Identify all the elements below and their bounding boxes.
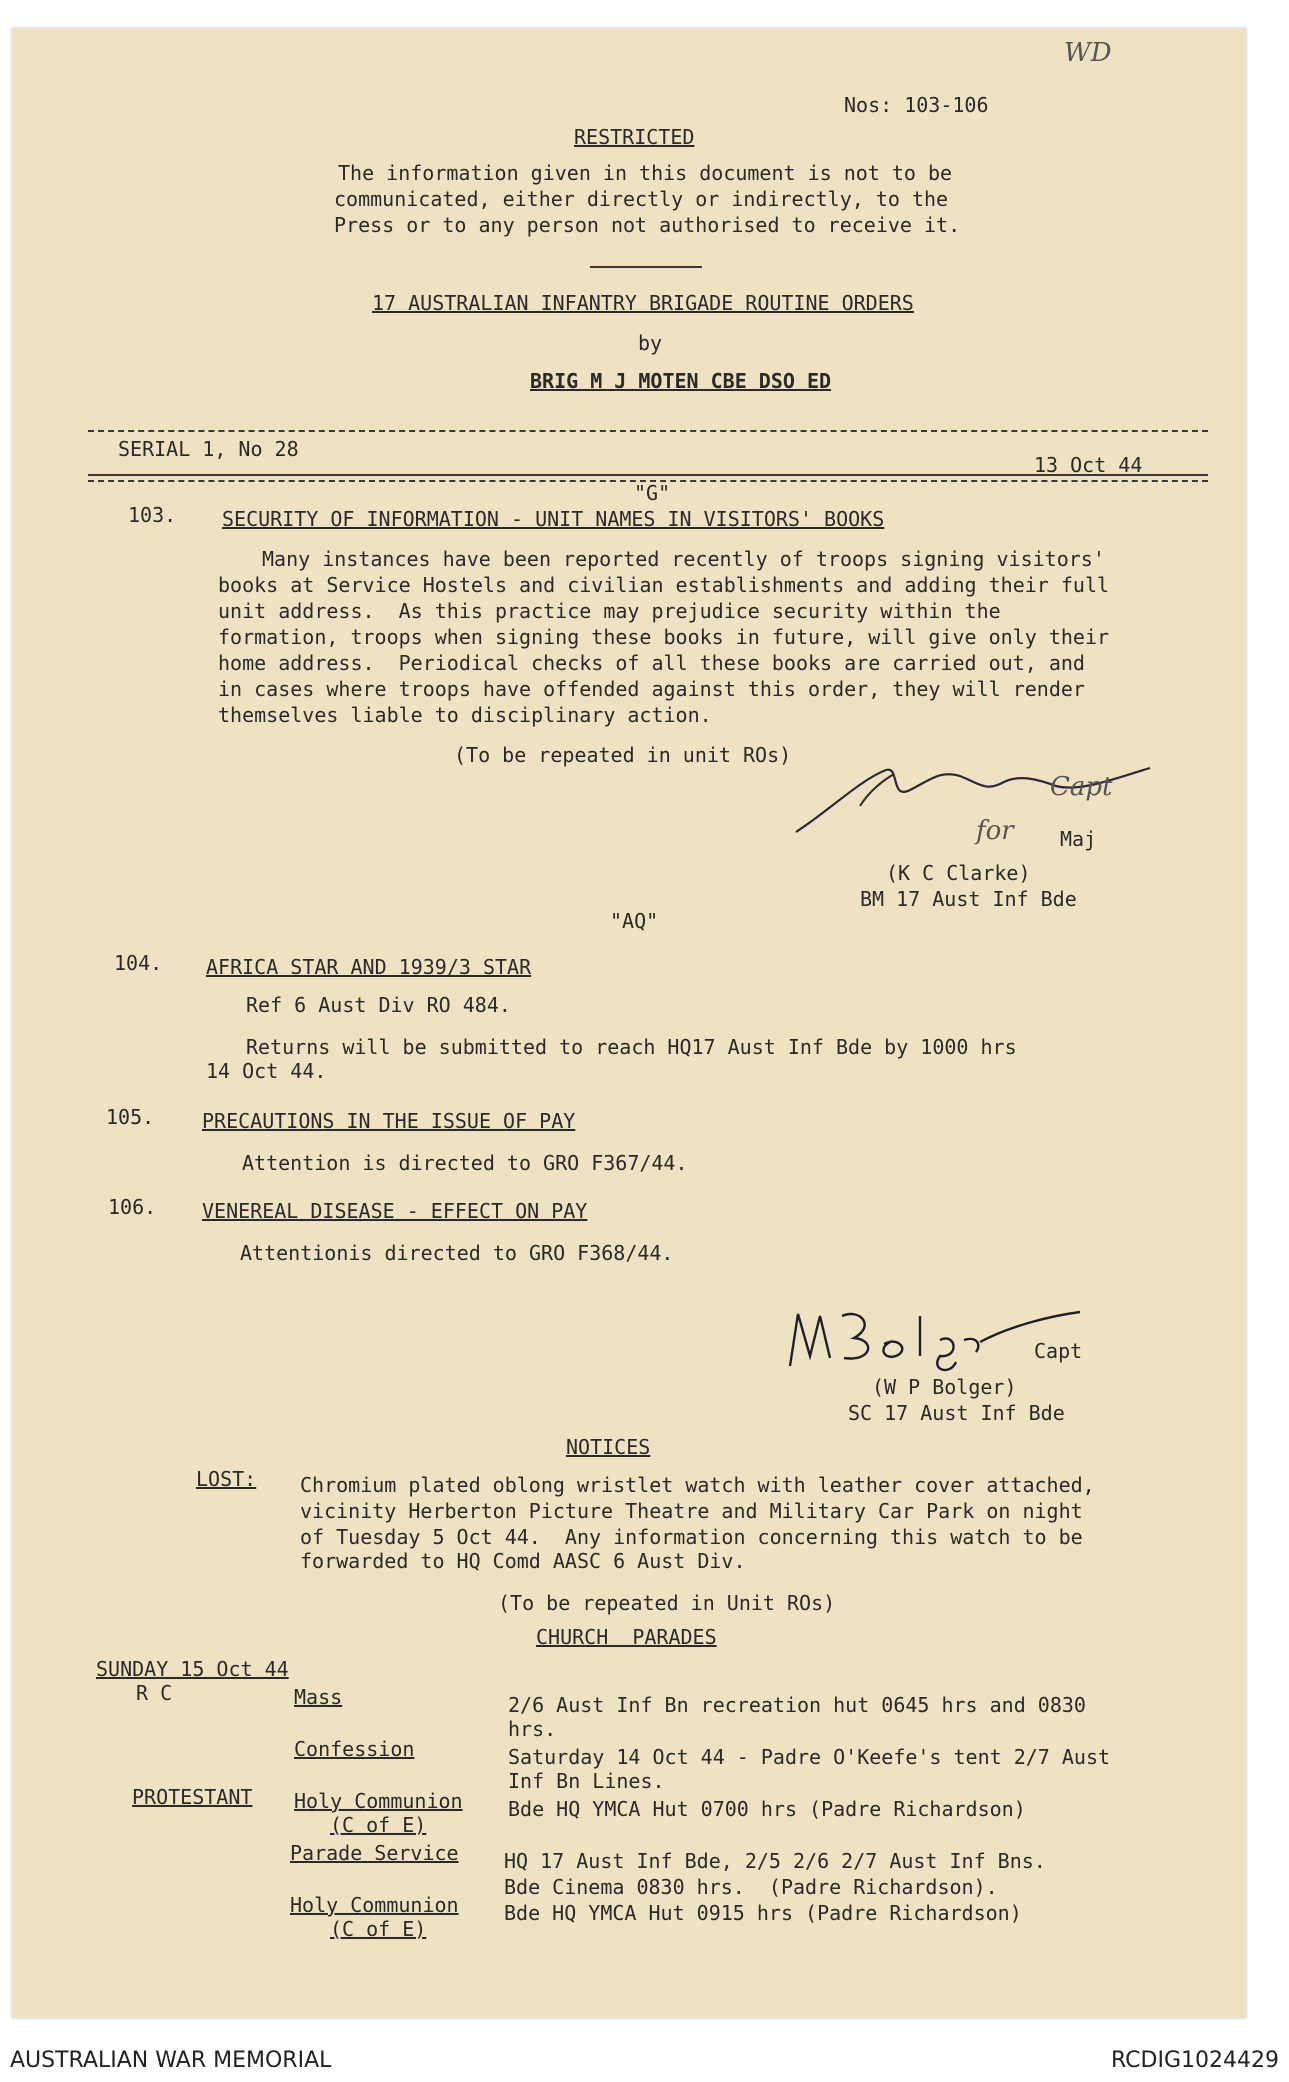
- church-row-5-details-1: Bde HQ YMCA Hut 0915 hrs (Padre Richardson): [504, 1901, 1022, 1925]
- church-row-3-service-sub: (C of E): [330, 1813, 427, 1837]
- signature-2-rank: Capt: [1034, 1339, 1083, 1363]
- church-row-3-service: Holy Communion: [294, 1789, 463, 1813]
- lost-line-1: Chromium plated oblong wristlet watch with leather cover attached,: [300, 1473, 1095, 1497]
- signature-1-name: (K C Clarke): [886, 861, 1031, 885]
- caveat-line-2: communicated, either directly or indirectly, to the: [334, 187, 949, 211]
- footer-id: RCDIG1024429: [1110, 2048, 1279, 2073]
- order-106-title: VENEREAL DISEASE - EFFECT ON PAY: [202, 1199, 588, 1223]
- church-row-2-details-1: Saturday 14 Oct 44 - Padre O'Keefe's tent 2/7 Aust: [508, 1745, 1111, 1769]
- caveat-line-1: The information given in this document is not to be: [338, 161, 953, 185]
- document-by: by: [638, 331, 663, 355]
- lost-label: LOST:: [196, 1467, 257, 1491]
- order-103-line-4: formation, troops when signing these books in future, will give only their: [218, 625, 1110, 649]
- caveat-divider: [590, 266, 702, 268]
- footer-archive: AUSTRALIAN WAR MEMORIAL: [10, 2048, 332, 2073]
- notices-heading: NOTICES: [566, 1435, 651, 1459]
- church-row-2-details-2: Inf Bn Lines.: [508, 1769, 665, 1793]
- serial-rule-bottom: [88, 474, 1208, 476]
- serial-date: 13 Oct 44: [1034, 453, 1143, 477]
- document-sheet: [12, 28, 1246, 2018]
- order-103-number: 103.: [128, 503, 177, 527]
- order-103-line-6: in cases where troops have offended against this order, they will render: [218, 677, 1085, 701]
- order-103-line-2: books at Service Hostels and civilian establishments and adding their full: [218, 573, 1110, 597]
- church-rc: R C: [136, 1681, 173, 1705]
- order-103-line-5: home address. Periodical checks of all these books are carried out, and: [218, 651, 1085, 675]
- church-date: SUNDAY 15 Oct 44: [96, 1657, 289, 1681]
- church-row-2-service: Confession: [294, 1737, 415, 1761]
- church-row-4-service: Parade Service: [290, 1841, 459, 1865]
- order-104-number: 104.: [114, 951, 163, 975]
- order-105-number: 105.: [106, 1105, 155, 1129]
- order-105-body: Attention is directed to GRO F367/44.: [242, 1151, 688, 1175]
- document-numbers: Nos: 103-106: [844, 93, 989, 117]
- church-row-1-details-1: 2/6 Aust Inf Bn recreation hut 0645 hrs and 0830: [508, 1693, 1086, 1717]
- signature-1-rank-typed: Maj: [1060, 827, 1097, 851]
- church-row-3-details-1: Bde HQ YMCA Hut 0700 hrs (Padre Richardson): [508, 1797, 1026, 1821]
- church-protestant: PROTESTANT: [132, 1785, 253, 1809]
- section-g: "G": [634, 481, 671, 505]
- order-103-line-1: Many instances have been reported recently of troops signing visitors': [262, 547, 1105, 571]
- classification: RESTRICTED: [574, 125, 695, 149]
- church-row-1-service: Mass: [294, 1685, 343, 1709]
- order-103-note: (To be repeated in unit ROs): [454, 743, 792, 767]
- lost-line-4: forwarded to HQ Comd AASC 6 Aust Div.: [300, 1549, 746, 1573]
- order-103-line-3: unit address. As this practice may prejudice security within the: [218, 599, 1001, 623]
- caveat-line-3: Press or to any person not authorised to receive it.: [334, 213, 961, 237]
- church-row-4-details-1: HQ 17 Aust Inf Bde, 2/5 2/6 2/7 Aust Inf Bns.: [504, 1849, 1046, 1873]
- lost-line-2: vicinity Herberton Picture Theatre and Military Car Park on night: [300, 1499, 1083, 1523]
- serial-number: SERIAL 1, No 28: [118, 437, 299, 461]
- order-103-line-7: themselves liable to disciplinary action.: [218, 703, 712, 727]
- order-103-title: SECURITY OF INFORMATION - UNIT NAMES IN VISITORS' BOOKS: [222, 507, 885, 531]
- signature-1-rank-handwritten: Capt: [1050, 772, 1113, 802]
- lost-line-3: of Tuesday 5 Oct 44. Any information concerning this watch to be: [300, 1525, 1083, 1549]
- notices-note: (To be repeated in Unit ROs): [498, 1591, 836, 1615]
- handwritten-mark: WD: [1064, 38, 1112, 68]
- order-104-line-2: 14 Oct 44.: [206, 1059, 327, 1083]
- order-104-line-1: Returns will be submitted to reach HQ17 Aust Inf Bde by 1000 hrs: [246, 1035, 1017, 1059]
- signature-2-appointment: SC 17 Aust Inf Bde: [848, 1401, 1065, 1425]
- church-row-4-details-2: Bde Cinema 0830 hrs. (Padre Richardson).: [504, 1875, 998, 1899]
- order-104-ref: Ref 6 Aust Div RO 484.: [246, 993, 511, 1017]
- church-row-1-details-2: hrs.: [508, 1717, 557, 1741]
- order-105-title: PRECAUTIONS IN THE ISSUE OF PAY: [202, 1109, 576, 1133]
- church-heading: CHURCH PARADES: [536, 1625, 717, 1649]
- serial-rule-top: [88, 430, 1208, 432]
- document-title: 17 AUSTRALIAN INFANTRY BRIGADE ROUTINE ORDERS: [372, 291, 914, 315]
- order-104-title: AFRICA STAR AND 1939/3 STAR: [206, 955, 532, 979]
- commander: BRIG M J MOTEN CBE DSO ED: [530, 369, 832, 393]
- signature-1-appointment: BM 17 Aust Inf Bde: [860, 887, 1077, 911]
- order-106-body: Attentionis directed to GRO F368/44.: [240, 1241, 674, 1265]
- section-aq: "AQ": [610, 909, 659, 933]
- church-row-5-service: Holy Communion: [290, 1893, 459, 1917]
- church-row-5-service-sub: (C of E): [330, 1917, 427, 1941]
- order-106-number: 106.: [108, 1195, 157, 1219]
- signature-2-name: (W P Bolger): [872, 1375, 1017, 1399]
- signature-1-for-handwritten: for: [976, 816, 1014, 846]
